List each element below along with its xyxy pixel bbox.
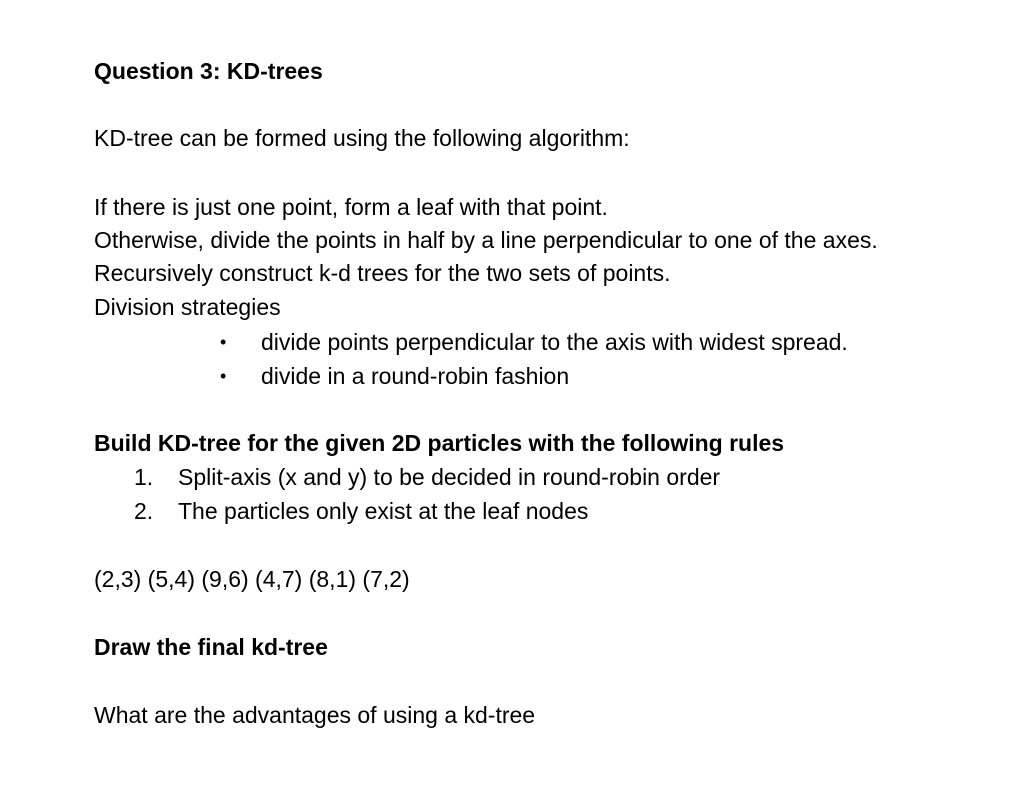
draw-heading: Draw the final kd-tree bbox=[94, 634, 328, 660]
strategy-text: divide points perpendicular to the axis with widest spread. bbox=[261, 329, 848, 355]
bullet-icon: • bbox=[220, 332, 227, 352]
algorithm-step-1: If there is just one point, form a leaf with that point. bbox=[94, 194, 608, 220]
intro-text: KD-tree can be formed using the following algorithm: bbox=[94, 125, 630, 151]
division-strategies-label: Division strategies bbox=[94, 294, 281, 320]
rule-number: 1. bbox=[134, 464, 154, 490]
algorithm-step-3: Recursively construct k-d trees for the two sets of points. bbox=[94, 260, 671, 286]
rule-text: The particles only exist at the leaf nodes bbox=[178, 498, 589, 524]
rule-number: 2. bbox=[134, 498, 154, 524]
question-title: Question 3: KD-trees bbox=[94, 58, 323, 84]
algorithm-step-2: Otherwise, divide the points in half by a line perpendicular to one of the axes. bbox=[94, 227, 878, 253]
strategy-text: divide in a round-robin fashion bbox=[261, 363, 570, 389]
rule-text: Split-axis (x and y) to be decided in round-robin order bbox=[178, 464, 721, 490]
points-list: (2,3) (5,4) (9,6) (4,7) (8,1) (7,2) bbox=[94, 566, 410, 592]
bullet-icon: • bbox=[220, 366, 227, 386]
build-heading: Build KD-tree for the given 2D particles with the following rules bbox=[94, 430, 785, 456]
advantages-question: What are the advantages of using a kd-tree bbox=[94, 702, 536, 728]
